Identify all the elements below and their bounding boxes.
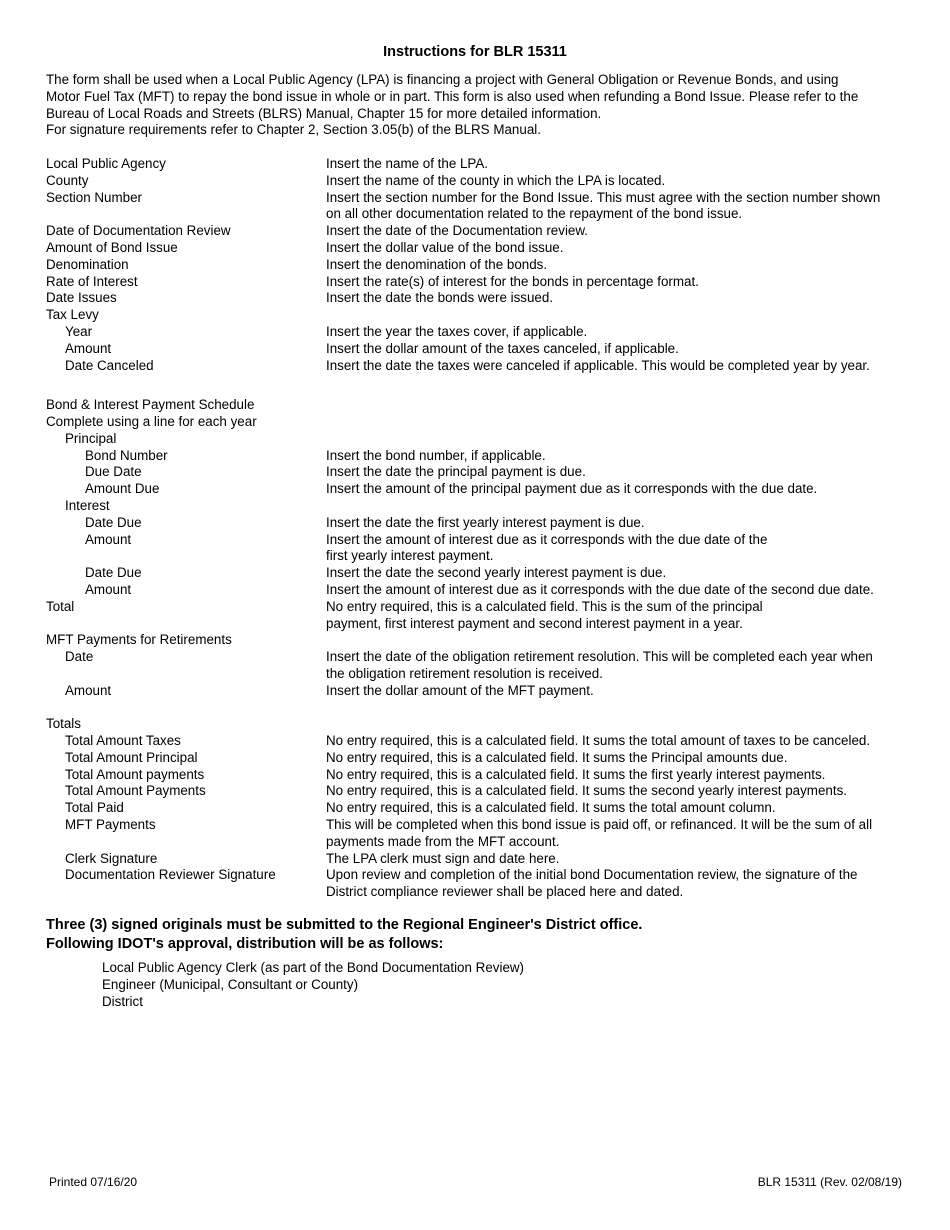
row-interest-amount-2 xyxy=(46,582,916,599)
field-description: Insert the date the bonds were issued. xyxy=(326,290,554,306)
field-label: Amount xyxy=(65,340,112,356)
field-description: Insert the amount of interest due as it corresponds with the due date of the second due date. xyxy=(326,581,874,597)
field-label: Rate of Interest xyxy=(46,273,138,289)
row-totals xyxy=(46,716,916,733)
intro-line: Bureau of Local Roads and Streets (BLRS) Manual, Chapter 15 for more detailed information. xyxy=(46,105,602,121)
form-id: BLR 15311 (Rev. 02/08/19) xyxy=(757,1175,902,1189)
field-label: Amount xyxy=(85,531,132,547)
field-description: Insert the bond number, if applicable. xyxy=(326,447,546,463)
field-label: Total Amount Payments xyxy=(65,783,206,799)
field-label: Date Due xyxy=(85,514,142,530)
section-label: Interest xyxy=(65,497,110,513)
row-mft-payments-retirements xyxy=(46,632,916,649)
row-local-public-agency xyxy=(46,156,916,173)
section-label: Totals xyxy=(46,716,81,732)
row-total-amount-payments-2 xyxy=(46,783,916,800)
field-description: Insert the denomination of the bonds. xyxy=(326,256,548,272)
field-label: Total Amount Taxes xyxy=(65,733,181,749)
section-label: Bond & Interest Payment Schedule xyxy=(46,397,255,413)
instructions-list xyxy=(46,156,916,901)
row-county xyxy=(46,173,916,190)
submission-line: Three (3) signed originals must be submitted to the Regional Engineer's District office. xyxy=(46,917,643,933)
row-interest-date-due-1 xyxy=(46,515,916,532)
row-bond-number xyxy=(46,448,916,465)
field-label: Denomination xyxy=(46,256,129,272)
submission-line: Following IDOT's approval, distribution will be as follows: xyxy=(46,936,444,952)
field-label: Year xyxy=(65,323,93,339)
field-description: No entry required, this is a calculated field. It sums the Principal amounts due. xyxy=(326,749,788,765)
field-label: Amount Due xyxy=(85,481,160,497)
field-description: Insert the amount of the principal payment due as it corresponds with the due date. xyxy=(326,481,818,497)
field-description: Insert the amount of interest due as it corresponds with the due date of the first yearly interest payment. xyxy=(326,531,768,564)
field-label: Amount of Bond Issue xyxy=(46,239,178,255)
intro-line: Motor Fuel Tax (MFT) to repay the bond issue in whole or in part. This form is also used when refunding a Bond Issue. Please refer to the xyxy=(46,88,859,104)
row-reviewer-signature xyxy=(46,867,916,901)
field-description: No entry required, this is a calculated field. It sums the total amount column. xyxy=(326,800,776,816)
section-note: Complete using a line for each year xyxy=(46,413,257,429)
distribution-item: District xyxy=(102,993,143,1009)
row-interest-amount-1 xyxy=(46,532,916,566)
field-label: Date xyxy=(65,649,94,665)
field-description: No entry required, this is a calculated field. It sums the second yearly interest payments. xyxy=(326,783,847,799)
field-description: Insert the date of the Documentation review. xyxy=(326,223,589,239)
field-description: Insert the rate(s) of interest for the bonds in percentage format. xyxy=(326,273,699,289)
field-label: Date Canceled xyxy=(65,357,154,373)
row-denomination xyxy=(46,257,916,274)
field-description: Insert the date the principal payment is due. xyxy=(326,464,586,480)
row-due-date xyxy=(46,464,916,481)
field-label: Total Amount Principal xyxy=(65,749,198,765)
row-date-of-documentation-review xyxy=(46,223,916,240)
row-interest-date-due-2 xyxy=(46,565,916,582)
field-description: No entry required, this is a calculated field. It sums the total amount of taxes to be canceled. xyxy=(326,733,871,749)
page-title: Instructions for BLR 15311 xyxy=(383,44,567,60)
field-label: Bond Number xyxy=(85,447,168,463)
distribution-list xyxy=(102,960,524,1010)
row-mft-payments-total xyxy=(46,817,916,851)
row-amount-due xyxy=(46,481,916,498)
row-bond-interest-schedule xyxy=(46,397,916,414)
row-mft-date xyxy=(46,649,916,683)
row-date-issues xyxy=(46,290,916,307)
row-clerk-signature xyxy=(46,851,916,868)
field-label: Due Date xyxy=(85,464,142,480)
row-amount-of-bond-issue xyxy=(46,240,916,257)
row-total-paid xyxy=(46,800,916,817)
intro-line: For signature requirements refer to Chapter 2, Section 3.05(b) of the BLRS Manual. xyxy=(46,122,541,138)
field-label: Date of Documentation Review xyxy=(46,223,231,239)
field-description: Insert the dollar amount of the MFT payment. xyxy=(326,682,594,698)
field-label: Total xyxy=(46,598,75,614)
field-label: Section Number xyxy=(46,189,143,205)
intro-line: The form shall be used when a Local Public Agency (LPA) is financing a project with General Obligation or Revenue Bonds, and using xyxy=(46,72,839,87)
distribution-item: Engineer (Municipal, Consultant or County) xyxy=(102,976,359,992)
field-description: Insert the date the taxes were canceled if applicable. This would be completed year by year. xyxy=(326,357,870,373)
field-description: Insert the name of the county in which the LPA is located. xyxy=(326,172,666,188)
field-description: This will be completed when this bond issue is paid off, or refinanced. It will be the sum of all payments made from the MFT account. xyxy=(326,817,873,849)
distribution-item: Local Public Agency Clerk (as part of the Bond Documentation Review) xyxy=(102,960,525,975)
row-tax-levy xyxy=(46,307,916,324)
field-description: Insert the date the second yearly interest payment is due. xyxy=(326,565,667,581)
row-rate-of-interest xyxy=(46,274,916,291)
row-mft-amount xyxy=(46,683,916,700)
field-description: The LPA clerk must sign and date here. xyxy=(326,850,560,866)
section-label: Principal xyxy=(65,430,117,446)
field-description: Upon review and completion of the initial bond Documentation review, the signature of the District compliance reviewer shall be placed here and dated. xyxy=(326,867,858,900)
field-label: Date Issues xyxy=(46,290,117,306)
field-label: Total Amount payments xyxy=(65,766,205,782)
submission-notice xyxy=(46,916,916,954)
row-tax-levy-amount xyxy=(46,341,916,358)
field-description: Insert the year the taxes cover, if applicable. xyxy=(326,323,588,339)
row-total xyxy=(46,599,916,633)
row-tax-levy-year xyxy=(46,324,916,341)
field-description: Insert the date of the obligation retirement resolution. This will be completed each year when the obligation retirement resolution is received. xyxy=(326,649,873,681)
row-section-number xyxy=(46,190,916,224)
field-label: Clerk Signature xyxy=(65,850,158,866)
field-description: Insert the dollar amount of the taxes canceled, if applicable. xyxy=(326,340,679,356)
row-interest xyxy=(46,498,916,515)
printed-date: Printed 07/16/20 xyxy=(49,1175,138,1189)
field-description: Insert the dollar value of the bond issue. xyxy=(326,239,564,255)
field-label: Total Paid xyxy=(65,800,124,816)
field-label: Amount xyxy=(65,682,112,698)
field-label: Documentation Reviewer Signature xyxy=(65,867,276,883)
field-label: Amount xyxy=(85,581,132,597)
intro-paragraph xyxy=(46,72,916,139)
row-date-canceled xyxy=(46,358,916,375)
row-total-amount-payments-1 xyxy=(46,767,916,784)
field-description: Insert the date the first yearly interest payment is due. xyxy=(326,514,645,530)
field-description: No entry required, this is a calculated field. It sums the first yearly interest payments. xyxy=(326,766,826,782)
field-label: Date Due xyxy=(85,565,142,581)
field-description: No entry required, this is a calculated field. This is the sum of the principal payment, first interest payment and second interest payment in a year. xyxy=(326,598,763,631)
row-principal xyxy=(46,431,916,448)
row-total-amount-taxes xyxy=(46,733,916,750)
field-description: Insert the section number for the Bond Issue. This must agree with the section number shown on all other documentation related to the repayment of the bond issue. xyxy=(326,189,881,222)
section-label: Tax Levy xyxy=(46,307,99,323)
row-total-amount-principal xyxy=(46,750,916,767)
field-label: County xyxy=(46,172,89,188)
field-label: MFT Payments xyxy=(65,817,156,833)
field-description: Insert the name of the LPA. xyxy=(326,156,489,171)
field-label: Local Public Agency xyxy=(46,156,166,171)
section-label: MFT Payments for Retirements xyxy=(46,632,232,648)
row-complete-note xyxy=(46,414,916,431)
